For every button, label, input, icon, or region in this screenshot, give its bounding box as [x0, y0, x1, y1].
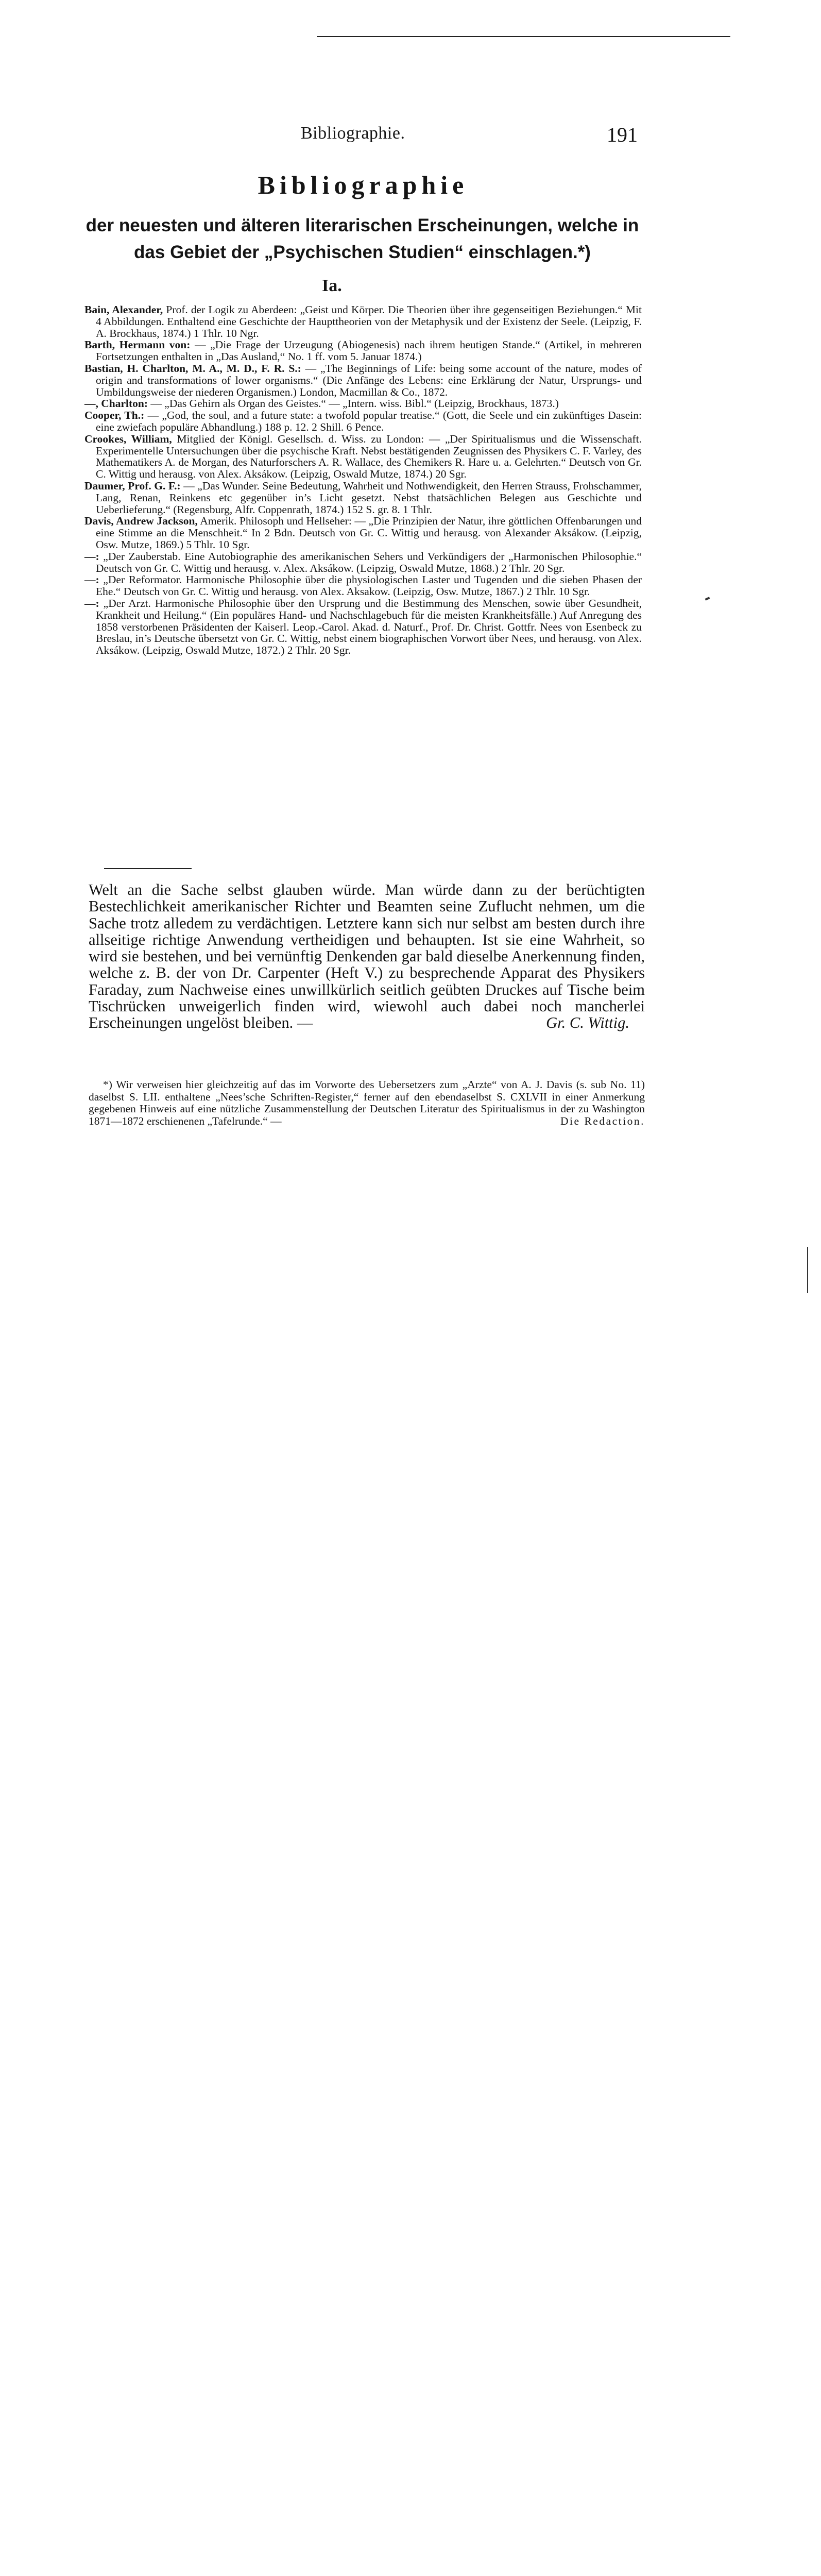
bibliography-entry — [84, 433, 642, 480]
entry-text: — „The Beginnings of Life: being some account of the nature, modes of origin and transformations of lower organisms.“ (Die Anfänge des Lebens: eine Erklärung der Natur, Ursprungs- und Umbildungsweise der niederen Organismen.) London, Macmillan & Co., 1872. — [96, 362, 642, 398]
bibliography-list — [84, 304, 642, 656]
bibliography-entry — [84, 598, 642, 656]
entry-text: „Der Reformator. Harmonische Philosophie über die physiologischen Laster und Tugenden und die sieben Phasen der Ehe.“ Deutsch von Gr. C. Wittig und herausg. von Alex. Aksakow. (Leipzig, Osw. Mutze, 1867.) 2 Thlr. 10 Sgr. — [96, 573, 642, 598]
bibliography-entry — [84, 410, 642, 433]
footnote-signature: Die Redaction. — [560, 1114, 645, 1127]
page-title: Bibliographie — [258, 171, 469, 199]
continuation-paragraph — [89, 882, 645, 1031]
continuation-signature: Gr. C. Wittig. — [546, 1014, 629, 1032]
entry-author: —, Charlton: — [84, 397, 148, 410]
bibliography-entry — [84, 339, 642, 363]
footnote — [89, 1079, 645, 1127]
entry-text: „Der Arzt. Harmonische Philosophie über den Ursprung und die Bestimmung des Menschen, sowie über Gesundheit, Krankheit und Heilung.“ (Ein populäres Hand- und Nachschlagebuch für die meisten Krankheitsfälle.) Auf Anregung des 1858 verstorbenen Präsidenten der Kaiserl. Leop.-Carol. Akad. d. Naturf., Prof. Dr. Christ. Gottfr. Nees von Esenbeck zu Breslau, in’s Deutsche übersetzt von Gr. C. Wittig, nebst einem biographischen Vorwort über Nees, und herausg. von Alex. Aksákow. (Leipzig, Oswald Mutze, 1872.) 2 Thlr. 20 Sgr. — [96, 597, 642, 657]
bibliography-entry — [84, 398, 642, 410]
entry-text: Mitglied der Königl. Gesellsch. d. Wiss. zu London: — „Der Spiritualismus und die Wissenschaft. Experimentelle Untersuchungen über die psychische Kraft. Nebst bestätigenden Zeugnissen des Physikers C. F. Varley, des Mathematikers A. de Morgan, des Naturforschers A. R. Wallace, des Chemikers R. Hare u. a. Gelehrten.“ Deutsch von Gr. C. Wittig und herausg. von Alex. Aksákow. (Leipzig, Oswald Mutze, 1874.) 20 Sgr. — [96, 432, 642, 481]
entry-text: Prof. der Logik zu Aberdeen: „Geist und Körper. Die Theorien über ihre gegenseitigen Beziehungen.“ Mit 4 Abbildungen. Enthaltend eine Geschichte der Haupttheorien von der Metaphysik und der Existenz der Seele. (Leipzig, F. A. Brockhaus, 1874.) 1 Thlr. 10 Ngr. — [96, 303, 642, 340]
entry-author: Bain, Alexander, — [84, 303, 163, 316]
running-title: Bibliographie. — [301, 124, 405, 143]
entry-author: Barth, Hermann von: — [84, 338, 191, 351]
entry-text: — „Das Wunder. Seine Bedeutung, Wahrheit und Nothwendigkeit, den Herren Strauss, Frohschammer, Lang, Renan, Reinkens etc gegenüber in’s Licht gesetzt. Nebst thatsächlichen Belegen aus Geschichte und Ueberlieferung.“ (Regensburg, Alfr. Coppenrath, 1874.) 152 S. gr. 8. 1 Thlr. — [96, 479, 642, 516]
bibliography-entry — [84, 515, 642, 550]
bibliography-entry — [84, 574, 642, 598]
entry-text: — „God, the soul, and a future state: a twofold popular treatise.“ (Gott, die Seele und ein zukünftiges Dasein: eine zwiefach populäre Abhandlung.) 188 p. 12. 2 Shill. 6 Pence. — [96, 409, 642, 433]
entry-text: „Der Zauberstab. Eine Autobiographie des amerikanischen Sehers und Verkündigers der „Harmonischen Philosophie.“ Deutsch von Gr. C. Wittig und herausg. v. Alex. Aksákow. (Leipzig, Oswald Mutze, 1868.) 2 Thlr. 20 Sgr. — [96, 550, 642, 574]
bibliography-entry — [84, 480, 642, 515]
margin-mark — [705, 597, 710, 600]
entry-author: Davis, Andrew Jackson, — [84, 515, 198, 528]
margin-line — [807, 1247, 808, 1293]
bibliography-entry — [84, 363, 642, 398]
footer-bar — [0, 1301, 821, 1362]
footnote-text: *) Wir verweisen hier gleichzeitig auf das im Vorworte des Uebersetzers zum „Arzte“ von A. J. Davis (s. sub No. 11) daselbst S. LII. enthaltene „Nees’sche Schriften-Register,“ ferner auf den ebendaselbst S. CXLVII in einer Anmerkung gegebenen Hinweis auf eine nützliche Zusammenstellung der Deutschen Literatur des Spiritualismus in der zu Washington 1871—1872 erschienenen „Tafelrunde.“ — — [89, 1078, 645, 1127]
bibliography-entry — [84, 551, 642, 574]
entry-author: Crookes, William, — [84, 432, 172, 445]
entry-author: —: — [84, 597, 99, 609]
section-divider — [104, 868, 192, 869]
entry-author: Bastian, H. Charlton, M. A., M. D., F. R. S.: — [84, 362, 301, 375]
entry-text: — „Die Frage der Urzeugung (Abiogenesis) nach ihrem heutigen Stande.“ (Artikel, in mehreren Fortsetzungen enthalten in „Das Ausland,“ No. 1 ff. vom 5. Januar 1874.) — [96, 338, 642, 363]
entry-author: Cooper, Th.: — [84, 409, 145, 422]
section-mark: Ia. — [322, 276, 342, 295]
bibliography-entry — [84, 304, 642, 339]
top-rule — [317, 36, 730, 37]
page-subtitle: der neuesten und älteren literarischen Erscheinungen, welche in das Gebiet der „Psychischen Studien“ einschlagen.*) — [85, 215, 639, 262]
entry-author: Daumer, Prof. G. F.: — [84, 479, 181, 492]
entry-author: —: — [84, 573, 99, 586]
entry-author: —: — [84, 550, 99, 563]
page-number: 191 — [607, 123, 638, 146]
entry-text: Amerik. Philosoph und Hellseher: — „Die Prinzipien der Natur, ihre göttlichen Offenbarungen und eine Stimme an die Menschheit.“ In 2 Bdn. Deutsch von Gr. C. Wittig und herausg. von Alexander Aksákow. (Leipzig, Osw. Mutze, 1869.) 5 Thlr. 10 Sgr. — [96, 515, 642, 551]
continuation-text: Welt an die Sache selbst glauben würde. Man würde dann zu der berüchtigten Bestechlichkeit amerikanischer Richter und Beamten seine Zuflucht nehmen, um die Sache trotz alledem zu verdächtigen. Letztere kann sich nur selbst am besten durch ihre allseitige richtige Anwendung vertheidigen und behaupten. Ist sie eine Wahrheit, so wird sie bestehen, und bei vernünftig Denkenden gar bald dieselbe Anerkennung finden, welche z. B. der von Dr. Carpenter (Heft V.) zu besprechende Apparat des Physikers Faraday, zum Nachweise eines unwillkürlich seitlich geübten Druckes auf Tische beim Tischrücken unweigerlich finden wird, wiewohl auch dabei noch mancherlei Erscheinungen ungelöst bleiben. — — [89, 881, 645, 1032]
entry-text: — „Das Gehirn als Organ des Geistes.“ — „Intern. wiss. Bibl.“ (Leipzig, Brockhaus, 1873.) — [148, 397, 559, 410]
